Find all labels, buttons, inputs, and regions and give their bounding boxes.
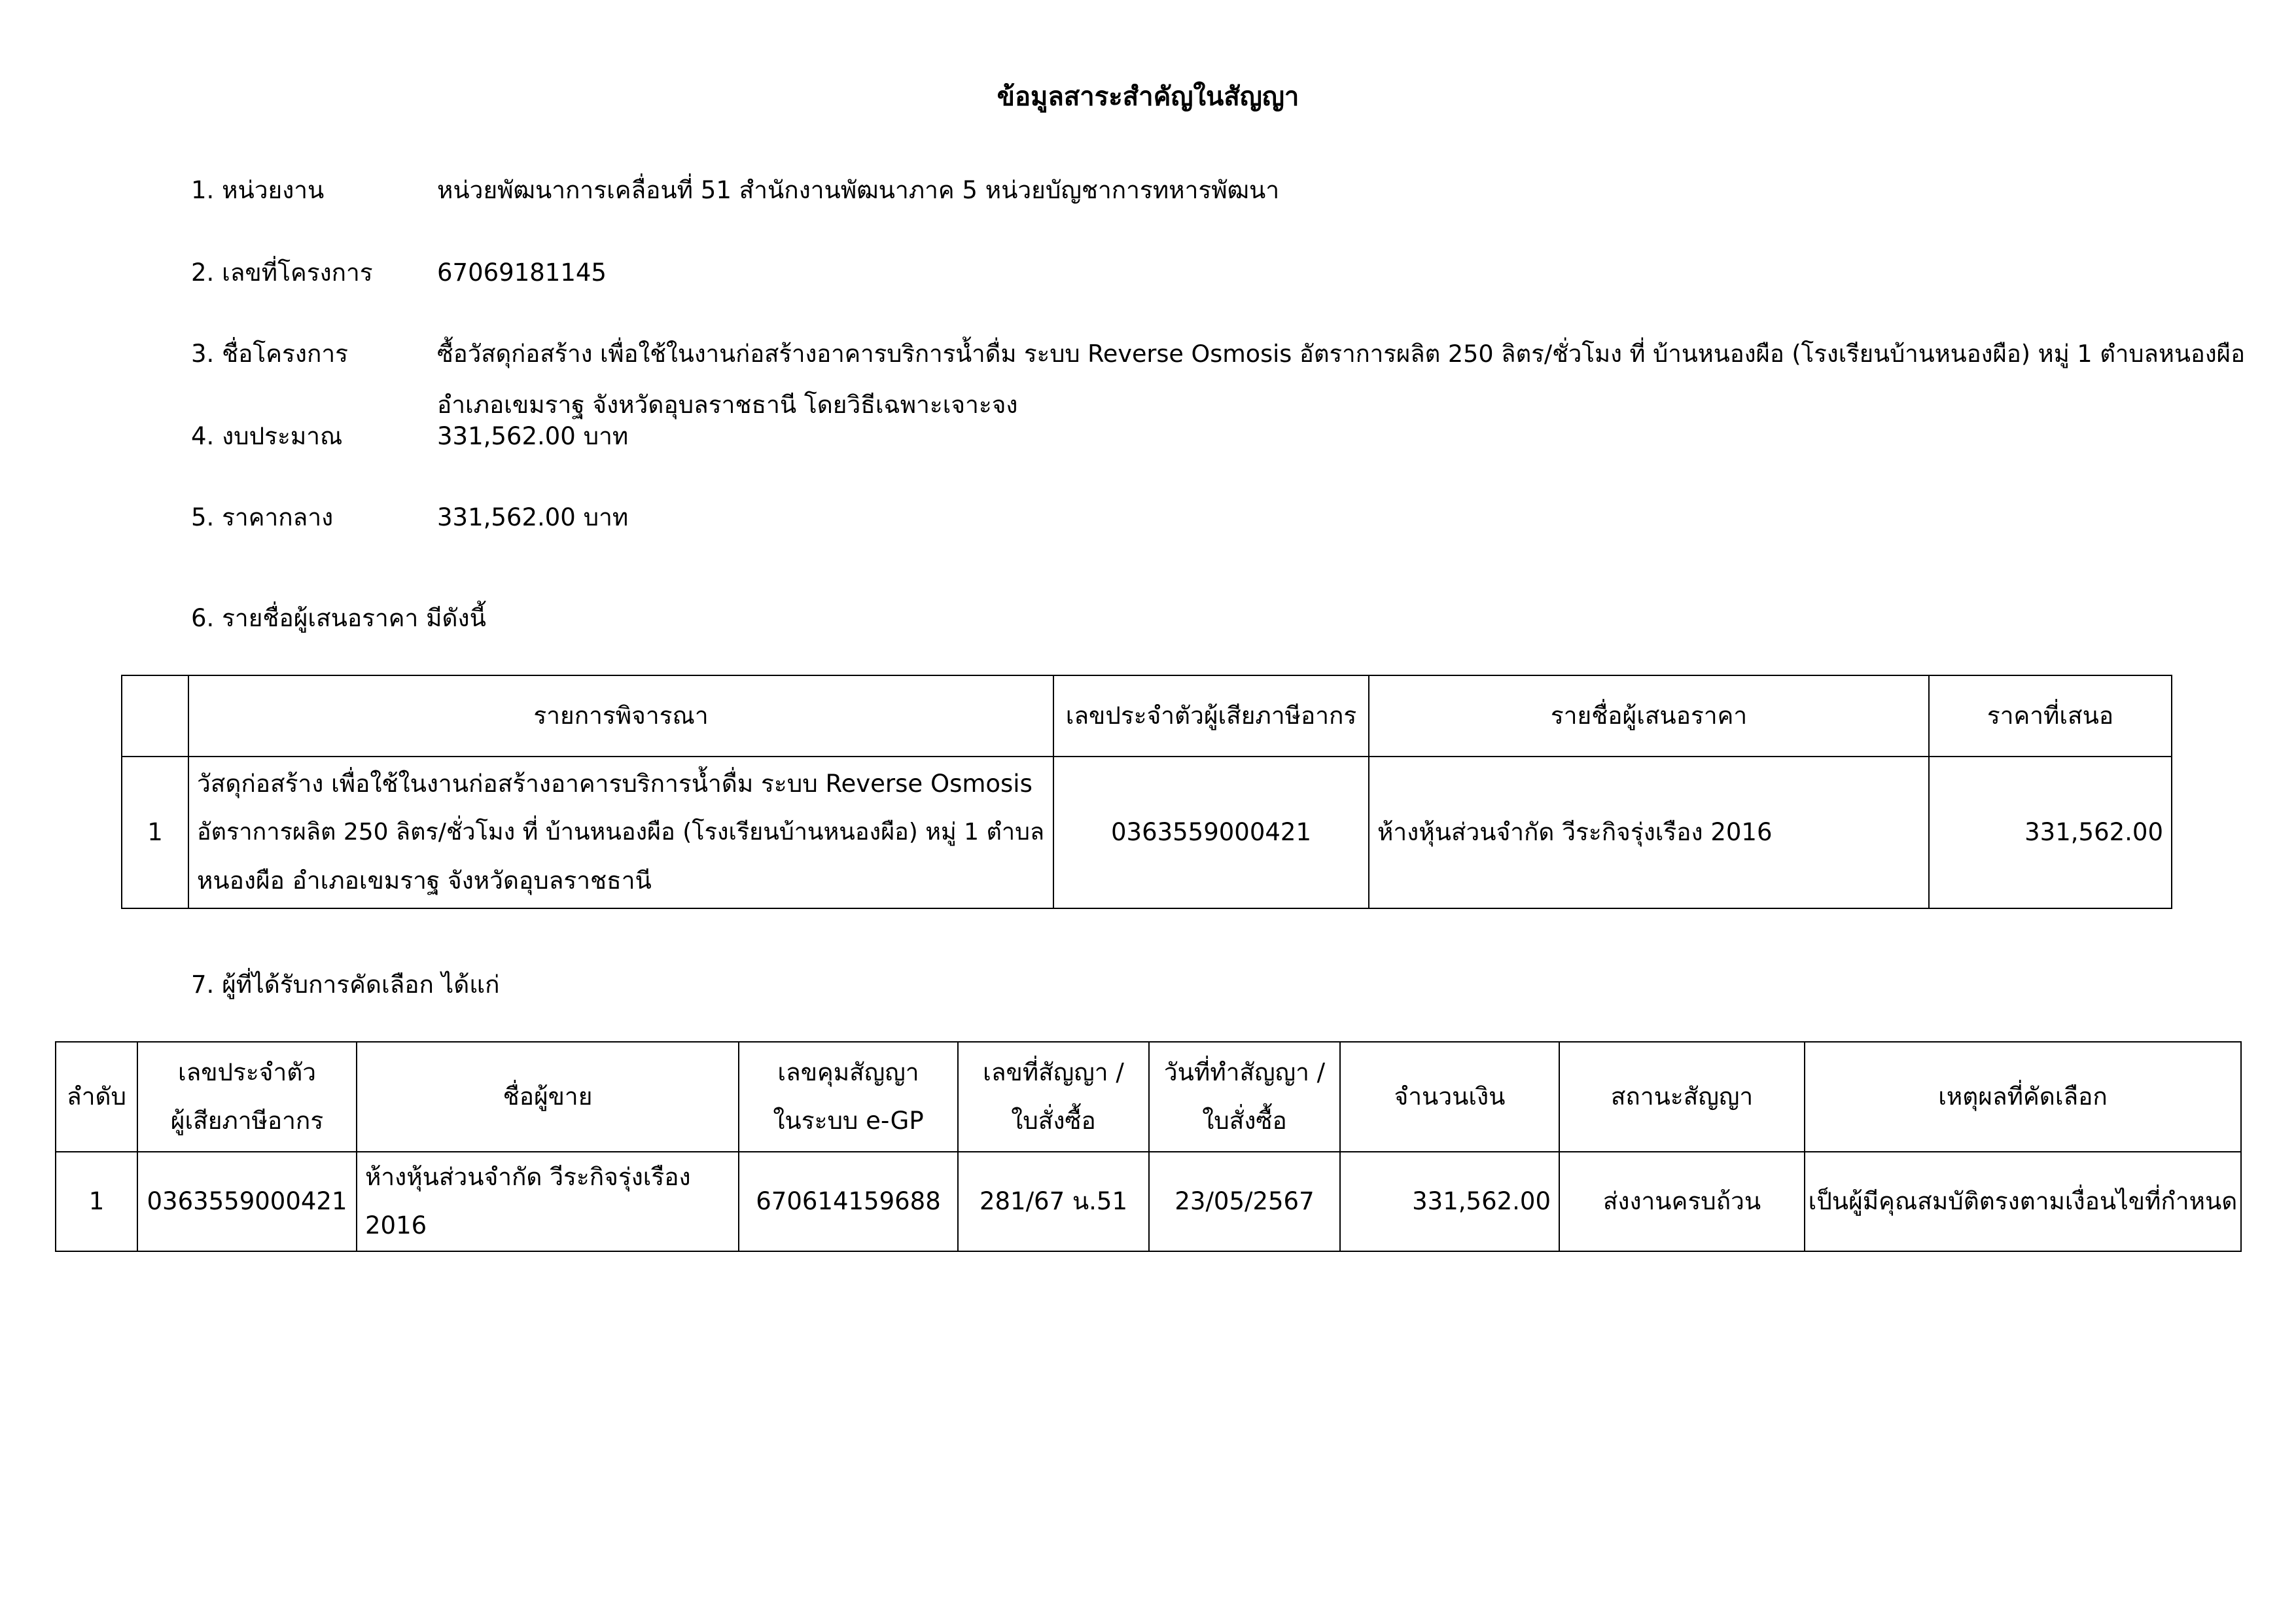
field-project-name-value-line2: อำเภอเขมราฐ จังหวัดอุบลราชธานี โดยวิธีเฉพาะเจาะจง: [437, 391, 1018, 419]
bidders-header-no: [122, 675, 188, 757]
field-project-name-label: 3. ชื่อโครงการ: [191, 340, 349, 368]
winners-header-row: [56, 1042, 2241, 1152]
bidders-table: [121, 675, 2172, 909]
bidders-section-title: 6. รายชื่อผู้เสนอราคา มีดังนี้: [191, 604, 486, 632]
winners-header-contract-no-line2: ใบสั่งซื้อ: [1011, 1107, 1096, 1135]
bidder-price: 331,562.00: [1929, 757, 2172, 908]
bidders-header-bidder: รายชื่อผู้เสนอราคา: [1369, 675, 1929, 757]
field-agency-value: หน่วยพัฒนาการเคลื่อนที่ 51 สำนักงานพัฒนาภาค 5 หน่วยบัญชาการทหารพัฒนา: [437, 176, 1280, 204]
bidders-header-item: รายการพิจารณา: [188, 675, 1053, 757]
winners-header-tax-id: [137, 1042, 357, 1152]
winner-control-no: 670614159688: [739, 1152, 958, 1251]
bidders-header-price: ราคาที่เสนอ: [1929, 675, 2172, 757]
bidders-header-row: [122, 675, 2172, 757]
winners-header-control-no: [739, 1042, 958, 1152]
winners-header-control-no-line1: เลขคุมสัญญา: [777, 1058, 919, 1086]
bidder-item: [188, 757, 1053, 908]
winners-header-no: ลำดับ: [56, 1042, 137, 1152]
winners-header-control-no-line2: ในระบบ e-GP: [773, 1107, 924, 1135]
winners-header-contract-date-line2: ใบสั่งซื้อ: [1202, 1107, 1287, 1135]
winner-seller-line2: 2016: [365, 1211, 427, 1240]
field-budget-value: 331,562.00 บาท: [437, 422, 629, 450]
winner-tax-id: 0363559000421: [137, 1152, 357, 1251]
bidder-item-line1: วัสดุก่อสร้าง เพื่อใช้ในงานก่อสร้างอาคารบริการน้ำดื่ม ระบบ Reverse Osmosis: [197, 770, 1033, 798]
winners-header-tax-id-line1: เลขประจำตัว: [177, 1058, 317, 1086]
winner-seller: [357, 1152, 739, 1251]
table-row: [56, 1152, 2241, 1251]
winners-section-title: 7. ผู้ที่ได้รับการคัดเลือก ได้แก่: [191, 971, 500, 999]
winner-reason: เป็นผู้มีคุณสมบัติตรงตามเงื่อนไขที่กำหนด: [1805, 1152, 2241, 1251]
winners-table: [55, 1041, 2242, 1252]
winner-contract-no: 281/67 น.51: [958, 1152, 1149, 1251]
bidder-item-line3: หนองผือ อำเภอเขมราฐ จังหวัดอุบลราชธานี: [197, 866, 652, 895]
winners-header-seller: ชื่อผู้ขาย: [357, 1042, 739, 1152]
field-project-name-value-line1: ซื้อวัสดุก่อสร้าง เพื่อใช้ในงานก่อสร้างอาคารบริการน้ำดื่ม ระบบ Reverse Osmosis อัตราการผลิต 250 ลิตร/ชั่วโมง ที่ บ้านหนองผือ (โรงเรียนบ้านหนองผือ) หมู่ 1 ตำบลหนองผือ: [437, 340, 2245, 368]
field-agency-label: 1. หน่วยงาน: [191, 176, 325, 204]
bidder-item-line2: อัตราการผลิต 250 ลิตร/ชั่วโมง ที่ บ้านหนองผือ (โรงเรียนบ้านหนองผือ) หมู่ 1 ตำบล: [197, 819, 1045, 846]
bidder-no: 1: [122, 757, 188, 908]
winners-header-tax-id-line2: ผู้เสียภาษีอากร: [170, 1107, 324, 1135]
field-project-no-value: 67069181145: [437, 259, 607, 287]
table-row: [122, 757, 2172, 908]
bidders-header-tax-id: เลขประจำตัวผู้เสียภาษีอากร: [1053, 675, 1369, 757]
winner-seller-line1: ห้างหุ้นส่วนจำกัด วีระกิจรุ่งเรือง: [365, 1163, 691, 1191]
field-project-no-label: 2. เลขที่โครงการ: [191, 259, 373, 287]
winner-amount: 331,562.00: [1340, 1152, 1559, 1251]
winner-no: 1: [56, 1152, 137, 1251]
winners-header-reason: เหตุผลที่คัดเลือก: [1805, 1042, 2241, 1152]
field-median-price-value: 331,562.00 บาท: [437, 503, 629, 531]
winners-header-contract-date-line1: วันที่ทำสัญญา /: [1163, 1058, 1326, 1086]
winners-header-status: สถานะสัญญา: [1559, 1042, 1805, 1152]
field-median-price-label: 5. ราคากลาง: [191, 503, 334, 531]
winner-contract-date: 23/05/2567: [1149, 1152, 1340, 1251]
bidder-tax-id: 0363559000421: [1053, 757, 1369, 908]
winner-status: ส่งงานครบถ้วน: [1559, 1152, 1805, 1251]
winners-header-contract-date: [1149, 1042, 1340, 1152]
winners-header-contract-no: [958, 1042, 1149, 1152]
field-budget-label: 4. งบประมาณ: [191, 422, 343, 450]
winners-header-contract-no-line1: เลขที่สัญญา /: [983, 1058, 1124, 1086]
bidder-name: ห้างหุ้นส่วนจำกัด วีระกิจรุ่งเรือง 2016: [1369, 757, 1929, 908]
document-title: ข้อมูลสาระสำคัญในสัญญา: [997, 82, 1299, 112]
winners-header-amount: จำนวนเงิน: [1340, 1042, 1559, 1152]
